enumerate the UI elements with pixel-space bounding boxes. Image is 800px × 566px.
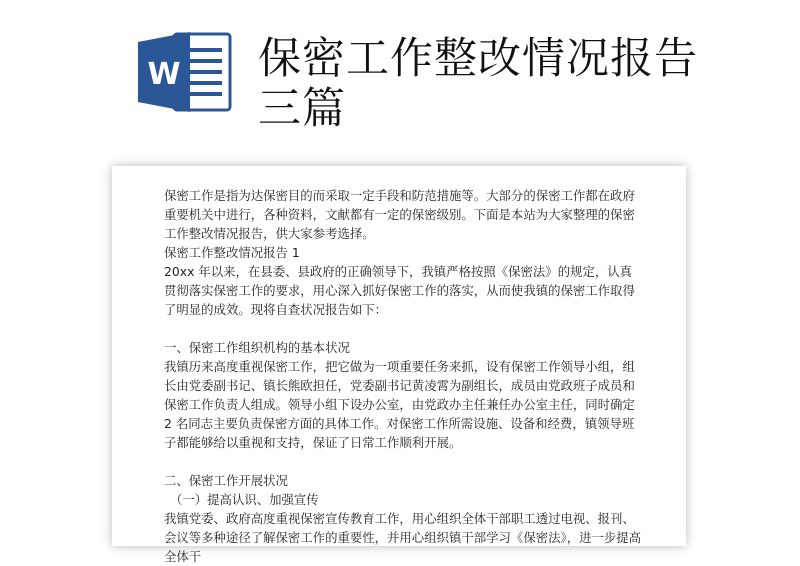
document-body: [164, 186, 644, 566]
section-2-heading: 二、保密工作开展状况: [164, 473, 288, 488]
page-title: 保密工作整改情况报告三篇: [258, 34, 698, 134]
word-icon: [138, 30, 234, 114]
section-2-subheading: （一）提高认识、加强宣传: [170, 492, 319, 507]
word-icon-letter: W: [147, 57, 181, 92]
header: [0, 0, 800, 150]
blank-line: [164, 452, 644, 471]
report-title: 保密工作整改情况报告 1: [164, 245, 300, 260]
section-2-body: 我镇党委、政府高度重视保密宣传教育工作，用心组织全体干部职工透过电视、报刊、会议等多种途径了解保密工作的重要性，并用心组织镇干部学习《保密法》，进一步提高全体干: [164, 511, 642, 564]
intro-paragraph: 保密工作是指为达保密目的而采取一定手段和防范措施等。大部分的保密工作都在政府重要机关中进行，各种资料，文献都有一定的保密级别。下面是本站为大家整理的保密工作整改情况报告，供大家参考选择。: [164, 188, 635, 241]
paragraph-1: 20xx 年以来，在县委、县政府的正确领导下，我镇严格按照《保密法》的规定，认真贯彻落实保密工作的要求，用心深入抓好保密工作的落实，从而使我镇的保密工作取得了明显的成效。现将自查状况报告如下：: [164, 264, 635, 317]
section-1-body: 我镇历来高度重视保密工作，把它做为一项重要任务来抓，设有保密工作领导小组，组长由党委副书记、镇长熊欧担任，党委副书记黄凌霄为副组长，成员由党政班子成员和保密工作负责人组成。领导小组下设办公室，由党政办主任兼任办公室主任，同时确定 2 名同志主要负责保密方面的具体工作。对保密工作所需设施、设备和经费，镇领导班子都能够给以重视和支持，保证了日常工作顺利开展。: [164, 359, 635, 450]
section-1-heading: 一、保密工作组织机构的基本状况: [164, 340, 350, 355]
document-page: [112, 166, 686, 564]
blank-line: [164, 319, 644, 338]
